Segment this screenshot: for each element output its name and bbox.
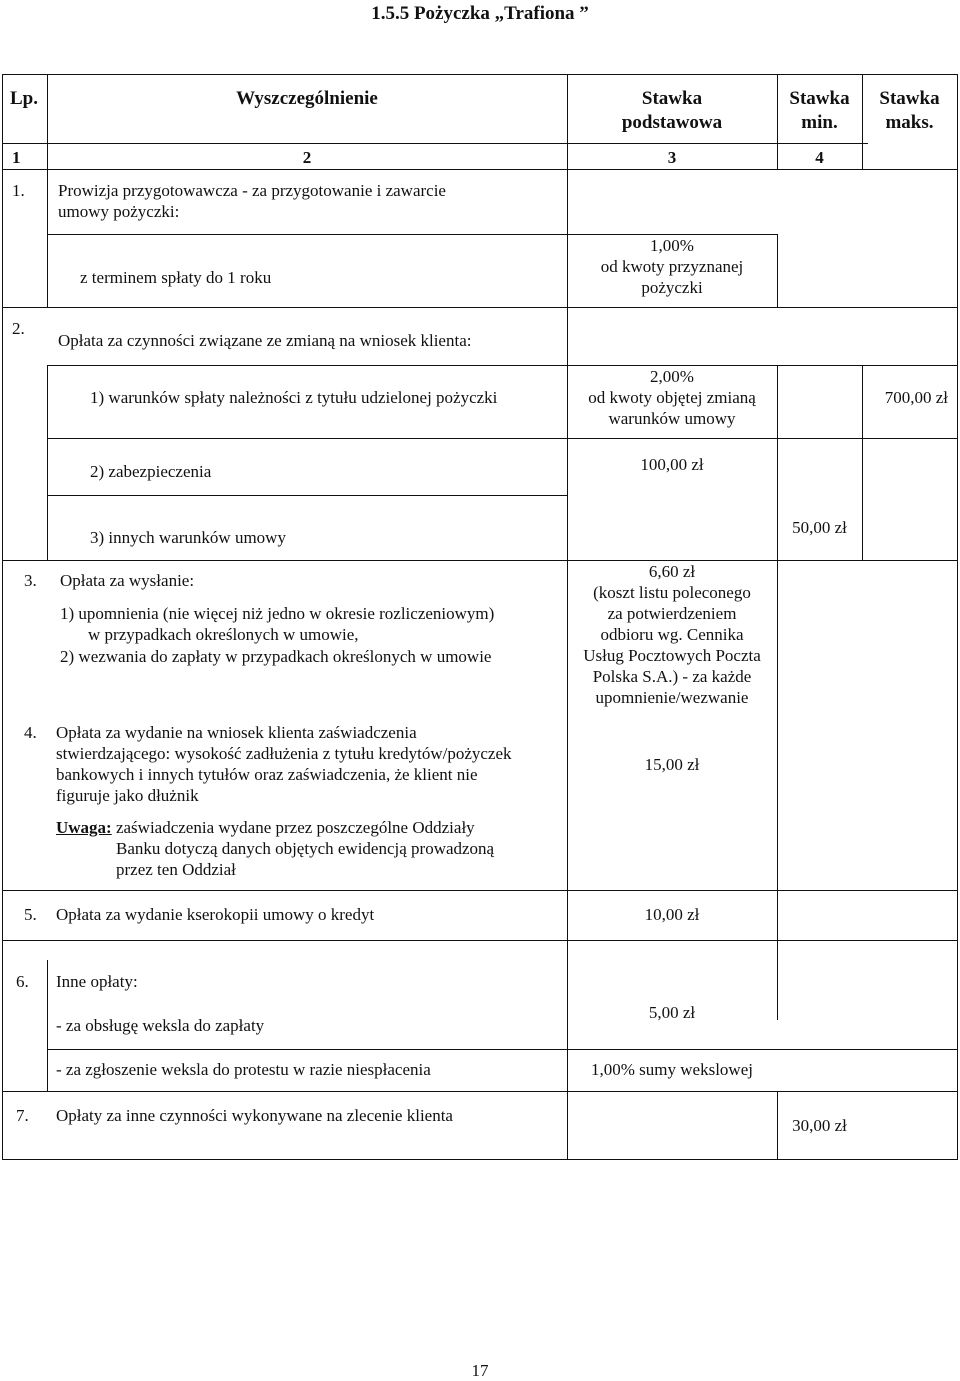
header-base-rate-l1: Stawka	[641, 88, 703, 109]
row4-note-text: zaświadczenia wydane przez poszczególne Oddziały	[111, 818, 475, 837]
header-base-rate-l2: podstawowa	[621, 112, 723, 133]
row4-text-line4: figuruje jako dłużnik	[56, 786, 199, 805]
header-min-rate-l2: min.	[801, 112, 838, 133]
column-number-1: 1	[12, 148, 21, 167]
row4-lp: 4.	[24, 723, 37, 742]
row2-subitem1: 1) warunków spłaty należności z tytułu udzielonej pożyczki	[90, 388, 498, 407]
row4-note-line1	[56, 817, 475, 838]
row6-lp: 6.	[16, 972, 29, 991]
row1-subitem: z terminem spłaty do 1 roku	[80, 268, 272, 287]
row3-lp: 3.	[24, 571, 37, 590]
row2-lp: 2.	[12, 319, 25, 338]
row4-text-line1: Opłata za wydanie na wniosek klienta zaświadczenia	[56, 723, 417, 742]
row4-note-label: Uwaga:	[56, 818, 112, 837]
row1-text-line1: Prowizja przygotowawcza - za przygotowanie i zawarcie	[58, 181, 446, 200]
row3-rate-line4: odbioru wg. Cennika	[600, 625, 744, 644]
row1-rate-line2: od kwoty przyznanej	[600, 257, 744, 276]
row6-subitem1: - za obsługę weksla do zapłaty	[56, 1016, 265, 1035]
row1-text-line2: umowy pożyczki:	[58, 202, 180, 221]
row7-lp: 7.	[16, 1106, 29, 1125]
page-number: 17	[471, 1361, 489, 1380]
row2-text: Opłata za czynności związane ze zmianą na wniosek klienta:	[58, 331, 472, 350]
row6-text: Inne opłaty:	[56, 972, 138, 991]
row2-sub1-max: 700,00 zł	[884, 388, 948, 407]
row3-rate-line2: (koszt listu poleconego	[593, 583, 751, 602]
column-number-4: 4	[815, 148, 824, 167]
row5-rate: 10,00 zł	[644, 905, 700, 924]
header-max-rate-l2: maks.	[885, 112, 934, 133]
row3-rate-line5: Usług Pocztowych Poczta	[583, 646, 761, 665]
row4-note-line2: Banku dotyczą danych objętych ewidencją prowadzoną	[116, 839, 495, 858]
row3-rate-line3: za potwierdzeniem	[607, 604, 737, 623]
row3-rate-line7: upomnienie/wezwanie	[595, 688, 749, 707]
row2-sub1-rate-line2: od kwoty objętej zmianą	[588, 388, 756, 407]
row3-rate-line1: 6,60 zł	[648, 562, 696, 581]
row5-text: Opłata za wydanie kserokopii umowy o kredyt	[56, 905, 375, 924]
row2-sub2-rate: 100,00 zł	[640, 455, 704, 474]
row4-rate: 15,00 zł	[644, 755, 700, 774]
row3-sub-line1: 1) upomnienia (nie więcej niż jedno w okresie rozliczeniowym)	[60, 604, 495, 623]
row3-text: Opłata za wysłanie:	[60, 571, 195, 590]
row2-sub3-min: 50,00 zł	[792, 518, 847, 537]
row1-lp: 1.	[12, 181, 25, 200]
row6-sub1-rate: 5,00 zł	[648, 1003, 696, 1022]
header-max-rate-l1: Stawka	[879, 88, 940, 109]
row2-subitem2: 2) zabezpieczenia	[90, 462, 212, 481]
column-number-3: 3	[667, 148, 677, 167]
row1-rate-line3: pożyczki	[641, 278, 703, 297]
row4-note-line3: przez ten Oddział	[116, 860, 236, 879]
row7-rate: 30,00 zł	[792, 1116, 847, 1135]
row5-lp: 5.	[24, 905, 37, 924]
row2-sub1-rate-line3: warunków umowy	[608, 409, 736, 428]
row4-text-line2	[56, 743, 512, 764]
column-number-2: 2	[302, 148, 312, 167]
row6-sub2-rate: 1,00% sumy wekslowej	[591, 1060, 753, 1079]
row2-subitem3: 3) innych warunków umowy	[90, 528, 286, 547]
row4-text-line3: bankowych i innych tytułów oraz zaświadczenia, że klient nie	[56, 765, 478, 784]
header-description: Wyszczególnienie	[236, 88, 378, 109]
row7-text: Opłaty za inne czynności wykonywane na zlecenie klienta	[56, 1106, 453, 1125]
row3-sub-line2: w przypadkach określonych w umowie,	[88, 625, 359, 644]
header-lp: Lp.	[10, 88, 38, 109]
row2-sub1-rate-line1: 2,00%	[650, 367, 694, 386]
row3-sub-line3: 2) wezwania do zapłaty w przypadkach określonych w umowie	[60, 647, 492, 666]
row4-text-line2-bold: stwierdzającego	[56, 744, 166, 763]
row3-rate-line6: Polska S.A.) - za każde	[592, 667, 752, 686]
header-min-rate-l1: Stawka	[789, 88, 850, 109]
row1-rate-line1: 1,00%	[650, 236, 694, 255]
row6-subitem2: - za zgłoszenie weksla do protestu w razie niespłacenia	[56, 1060, 431, 1079]
row4-text-line2-rest: : wysokość zadłużenia z tytułu kredytów/pożyczek	[165, 744, 512, 763]
page-title: 1.5.5 Pożyczka „Trafiona ”	[371, 3, 589, 24]
